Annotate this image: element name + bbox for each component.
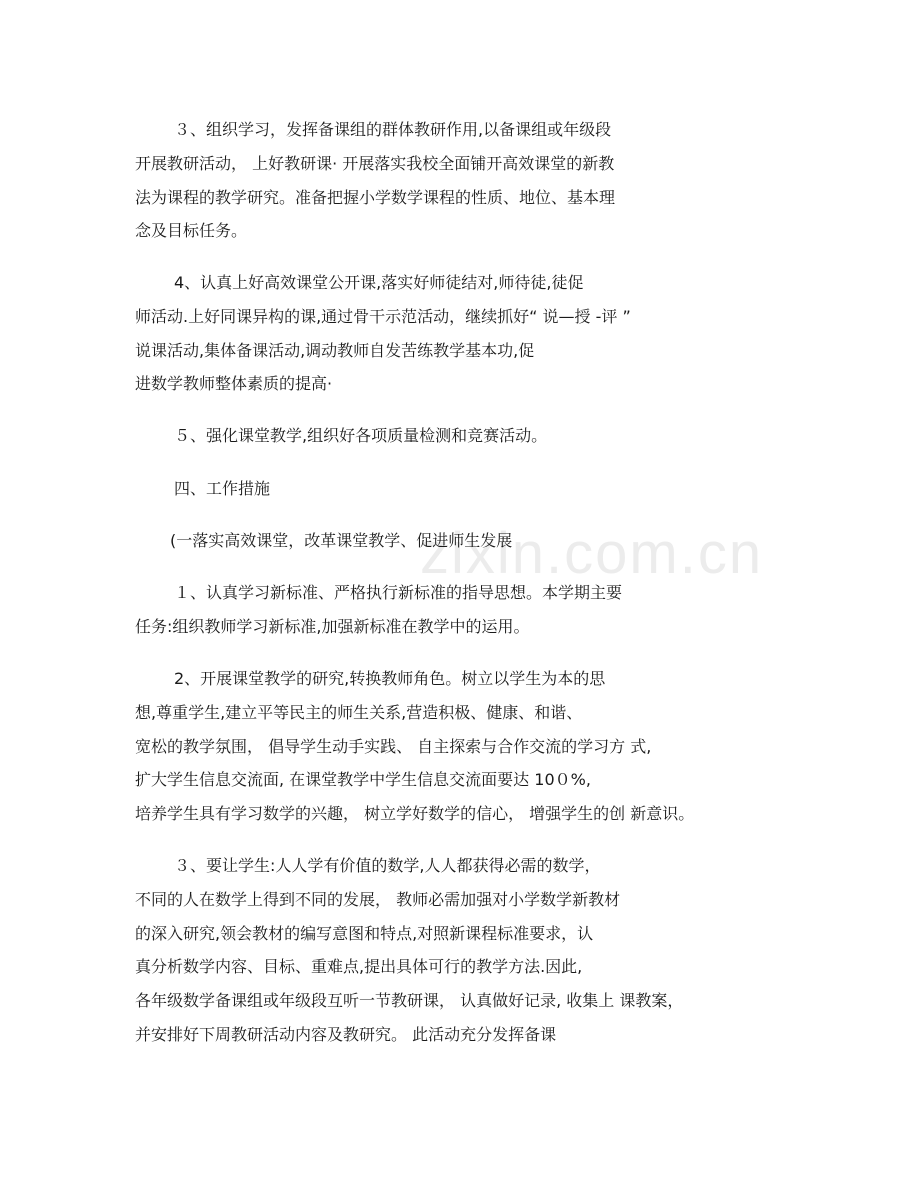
text-line: 开展教研活动， 上好教研课· 开展落实我校全面铺开高效课堂的新教: [135, 154, 615, 173]
text-line: ３、组织学习，发挥备课组的群体教研作用,以备课组或年级段: [174, 120, 612, 139]
text-line: 法为课程的教学研究。准备把握小学数学课程的性质、地位、基本理: [135, 188, 616, 207]
text-line: 想,尊重学生,建立平等民主的师生关系,营造积极、健康、和谐、: [135, 703, 583, 722]
text-line: 培养学生具有学习数学的兴趣， 树立学好数学的信心， 增强学生的创 新意识。: [135, 804, 695, 823]
text-line: 不同的人在数学上得到不同的发展， 教师必需加强对小学数学新教材: [135, 890, 621, 909]
watermark: zixin.com.cn: [420, 521, 764, 586]
text-line: 任务:组织教师学习新标准,加强新标准在教学中的运用。: [135, 617, 530, 636]
text-line: 扩大学生信息交流面, 在课堂教学中学生信息交流面要达 10０%,: [135, 770, 591, 789]
text-line: ３、要让学生:人人学有价值的数学,人人都获得必需的数学，: [174, 856, 601, 875]
text-line: 4、认真上好高效课堂公开课,落实好师徒结对,师待徒,徒促: [174, 273, 584, 292]
text-line: 说课活动,集体备课活动,调动教师自发苦练教学基本功,促: [135, 341, 535, 360]
text-line: 进数学教师整体素质的提高·: [135, 374, 333, 393]
text-line: 念及目标任务。: [135, 221, 248, 240]
text-line: ５、强化课堂教学,组织好各项质量检测和竞赛活动。: [174, 426, 548, 445]
text-line: 各年级数学备课组或年级段互听一节教研课， 认真做好记录, 收集上 课教案，: [135, 991, 684, 1010]
text-line: 2、开展课堂教学的研究,转换教师角色。树立以学生为本的思: [174, 669, 606, 688]
text-line: 宽松的教学氛围， 倡导学生动手实践、 自主探索与合作交流的学习方 式,: [135, 737, 652, 756]
subsection-heading: (一落实高效课堂，改革课堂教学、促进师生发展: [170, 531, 513, 550]
text-line: 并安排好下周教研活动内容及教研究。 此活动充分发挥备课: [135, 1025, 557, 1044]
text-line: 的深入研究,领会教材的编写意图和特点,对照新课程标准要求，认: [135, 924, 594, 943]
text-line: 师活动.上好同课异构的课,通过骨干示范活动，继续抓好“ 说—授 -评 ”: [135, 307, 631, 326]
text-line: １、认真学习新标准、严格执行新标准的指导思想。本学期主要: [174, 583, 623, 602]
text-line: 真分析数学内容、目标、重难点,提出具体可行的教学方法.因此,: [135, 957, 583, 976]
section-heading: 四、工作措施: [174, 479, 271, 498]
